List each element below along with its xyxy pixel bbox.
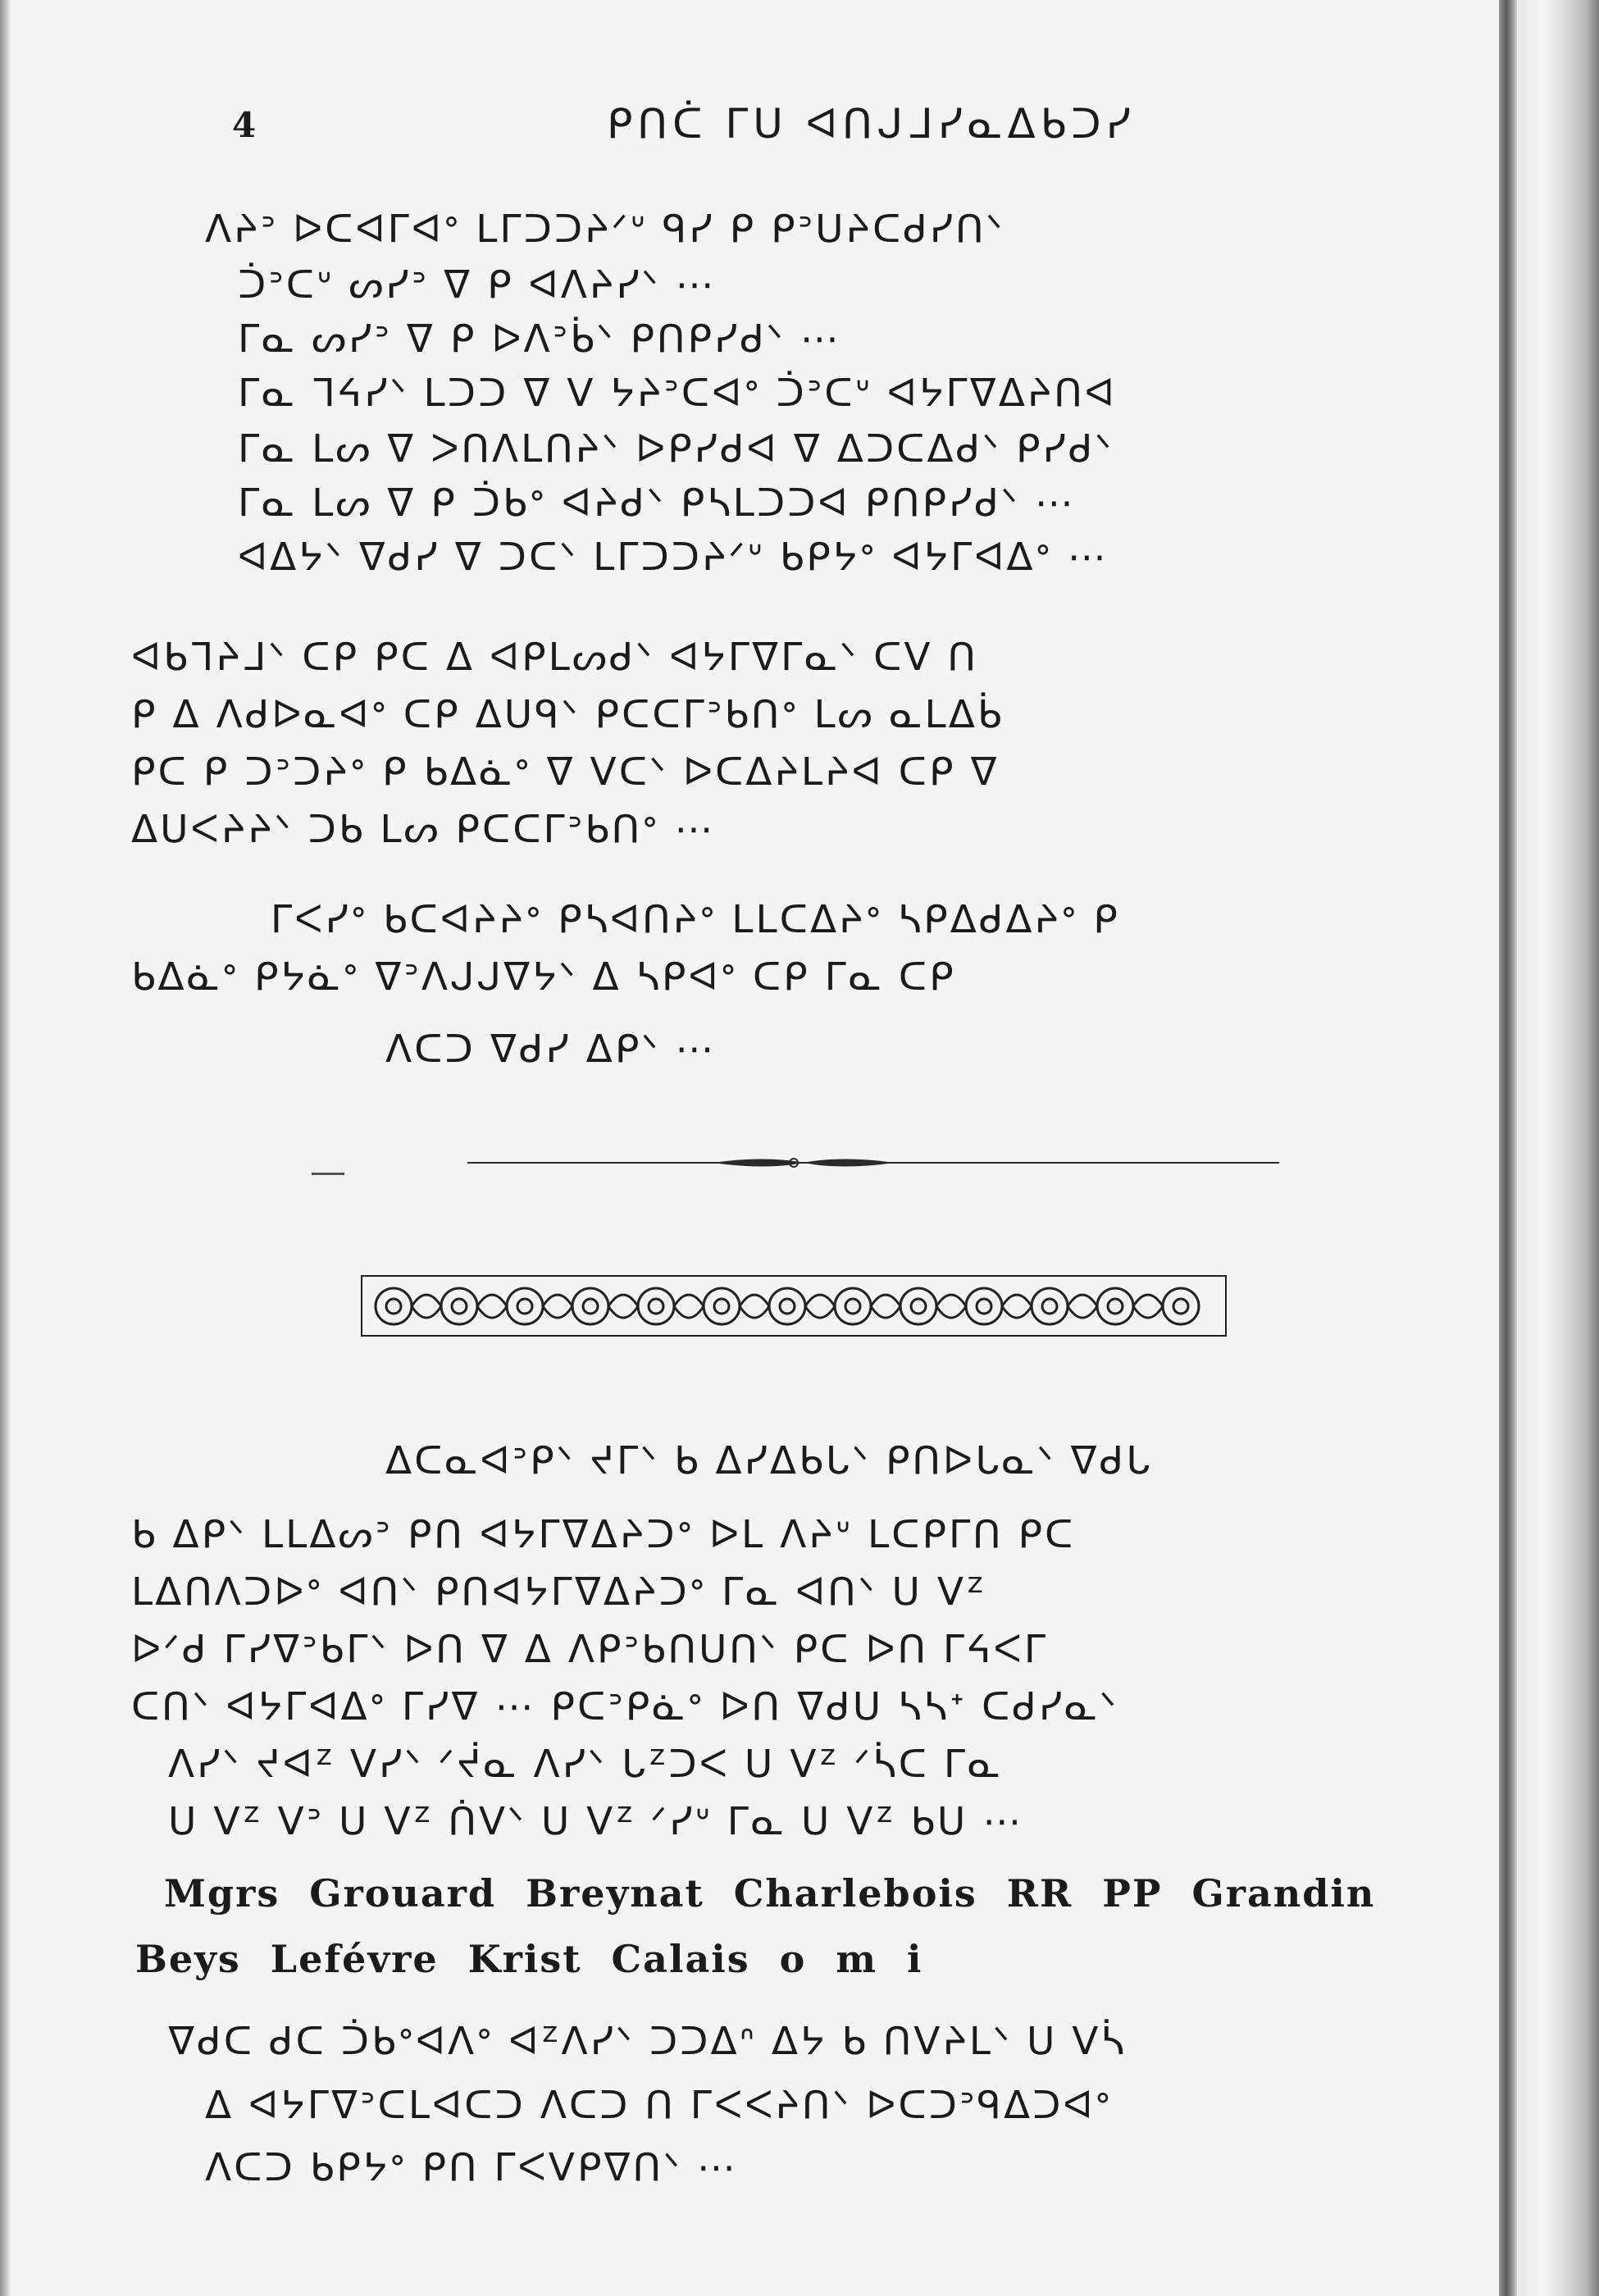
book-spine-gutter — [1499, 0, 1517, 2296]
text-line: ᐱᔨᐣ ᐅᑕᐊᒥᐊᐤ ᒪᒥᑐᑐᔨᐟᐡ ᑫᓯ ᑭ ᑭᐣᑌᔨᑕᑯᓯᑎᐠ — [205, 207, 1005, 252]
text-line: ᒥᓇ ᔕᓯᐣ ᐁ ᑭ ᐅᐱᐣᑳᐠ ᑭᑎᑭᓯᑯᐠ ⋯ — [238, 317, 841, 362]
text-line: ᐃᑕᓇᐊᐣᑭᐠ ᔪᒥᐠ ᑲ ᐃᓯᐃᑲᒐᐠ ᑭᑎᐅᒐᓇᐠ ᐁᑯᒐ — [385, 1438, 1153, 1483]
page-edge — [1517, 0, 1599, 2296]
text-line: ᑕᑎᐠ ᐊᔭᒥᐊᐃᐤ ᒥᓯᐁ ⋯ ᑭᑕᐣᑭᓈᐤ ᐅᑎ ᐁᑯᑌ ᓴᓴᐩ ᑕᑯᓯᓇᐠ — [131, 1684, 1119, 1729]
text-line: ᒪᐃᑎᐱᑐᐅᐤ ᐊᑎᐠ ᑭᑎᐊᔭᒥᐁᐃᔨᑐᐤ ᒥᓇ ᐊᑎᐠ ᑌ ᐯᙆ — [131, 1569, 987, 1615]
decorative-rule — [467, 1158, 1279, 1168]
stray-dash — [312, 1173, 344, 1175]
text-line: ᒥᓇ ᒪᔕ ᐁ ᐳᑎᐱᒪᑎᔨᐠ ᐅᑭᓯᑯᐊ ᐁ ᐃᑐᑕᐃᑯᐠ ᑭᓯᑯᐠ — [238, 426, 1114, 472]
text-line: ᒥᓇ ᒣᔦᓯᐠ ᒪᑐᑐ ᐁ ᐯ ᔭᔨᐣᑕᐊᐤ ᑑᐣᑕᐡ ᐊᔭᒥᐁᐃᔨᑎᐊ — [238, 371, 1117, 416]
text-line: ᒥᐸᓯᐤ ᑲᑕᐊᔨᔨᐤ ᑭᓴᐊᑎᔨᐤ ᒪᒪᑕᐃᔨᐤ ᓴᑭᐃᑯᐃᔨᐤ ᑭ — [271, 897, 1120, 942]
text-line: ᐃ ᐊᔭᒥᐁᐣᑕᒪᐊᑕᑐ ᐱᑕᑐ ᑎ ᒥᐸᐸᔨᑎᐠ ᐅᑕᑐᐣᑫᐃᑐᐊᐤ — [205, 2083, 1113, 2128]
page-left-shadow — [0, 0, 11, 2296]
ornamental-band — [361, 1275, 1227, 1337]
text-line: ᐱᑕᑐ ᐁᑯᓯ ᐃᑭᐠ ⋯ — [385, 1027, 717, 1072]
text-line: ᐱᓯᐠ ᔪᐊᙆ ᐯᓯᐠ ᐟᔫᓇ ᐱᓯᐠ ᒐᙆᑐᐸ ᑌ ᐯᙆ ᐟᓵᑕ ᒥᓇ — [168, 1742, 1004, 1787]
text-line: ᐊᑲᒣᔨᒧᐠ ᑕᑭ ᑭᑕ ᐃ ᐊᑭᒪᔕᑯᐠ ᐊᔭᒥᐁᒥᓇᐠ ᑕᐯ ᑎ — [131, 635, 978, 680]
text-line: ᐊᐃᔭᐠ ᐁᑯᓯ ᐁ ᑐᑕᐠ ᒪᒥᑐᑐᔨᐟᐡ ᑲᑭᔭᐤ ᐊᔭᒥᐊᐃᐤ ⋯ — [238, 535, 1109, 580]
text-line: ᑑᐣᑕᐡ ᔕᓯᐣ ᐁ ᑭ ᐊᐱᔨᓯᐠ ⋯ — [238, 262, 717, 308]
text-line: ᑭ ᐃ ᐱᑯᐅᓇᐊᐤ ᑕᑭ ᐃᑌᑫᐠ ᑭᑕᑕᒥᐣᑲᑎᐤ ᒪᔕ ᓇᒪᐃᑳ — [131, 692, 1004, 737]
text-line: ᐃᑌᐸᔨᔨᐠ ᑐᑲ ᒪᔕ ᑭᑕᑕᒥᐣᑲᑎᐤ ⋯ — [131, 807, 716, 852]
text-line: ᐱᑕᑐ ᑲᑭᔭᐤ ᑭᑎ ᒥᐸᐯᑭᐁᑎᐠ ⋯ — [205, 2145, 738, 2190]
text-line: ᑲ ᐃᑭᐠ ᒪᒪᐃᔕᐣ ᑭᑎ ᐊᔭᒥᐁᐃᔨᑐᐤ ᐅᒪ ᐱᔨᐡ ᒪᑕᑭᒥᑎ ᑭᑕ — [131, 1512, 1076, 1557]
page-number: 4 — [232, 105, 257, 145]
latin-names-line-2: Beys Lefévre Krist Calais o m i — [135, 1937, 923, 1981]
text-line: ᑲᐃᓈᐤ ᑭᔭᓈᐤ ᐁᐣᐱᒍᒍᐁᔭᐠ ᐃ ᓴᑭᐊᐤ ᑕᑭ ᒥᓇ ᑕᑭ — [131, 954, 956, 1000]
text-line: ᒥᓇ ᒪᔕ ᐁ ᑭ ᑑᑲᐤ ᐊᔨᑯᐠ ᑭᓴᒪᑐᑐᐊ ᑭᑎᑭᓯᑯᐠ ⋯ — [238, 481, 1076, 526]
text-line: ᑭᑕ ᑭ ᑐᐣᑐᔨᐤ ᑭ ᑲᐃᓈᐤ ᐁ ᐯᑕᐠ ᐅᑕᐃᔨᒪᔨᐊ ᑕᑭ ᐁ — [131, 749, 1000, 795]
text-line: ᐁᑯᑕ ᑯᑕ ᑑᑲᐤᐊᐱᐤ ᐊᙆᐱᓯᐠ ᑐᑐᐃᐢ ᐃᔭ ᑲ ᑎᐯᔨᒪᐠ ᑌ ᐯᓵ — [168, 2019, 1127, 2064]
running-header: ᑭᑎᑖ ᒥᑌ ᐊᑎᒍᒧᓯᓇᐃᑲᑐᓯ — [607, 100, 1136, 148]
text-line: ᐅᐟᑯ ᒥᓯᐁᐣᑲᒥᐠ ᐅᑎ ᐁ ᐃ ᐱᑭᐣᑲᑎᑌᑎᐠ ᑭᑕ ᐅᑎ ᒥᔦᐸᒥ — [131, 1627, 1049, 1672]
text-line: ᑌ ᐯᙆ ᐯᐣ ᑌ ᐯᙆ ᑏᐯᐠ ᑌ ᐯᙆ ᐟᓯᐡ ᒥᓇ ᑌ ᐯᙆ ᑲᑌ ⋯ — [168, 1799, 1024, 1844]
latin-names-line-1: Mgrs Grouard Breynat Charlebois RR PP Grandin — [164, 1871, 1376, 1916]
